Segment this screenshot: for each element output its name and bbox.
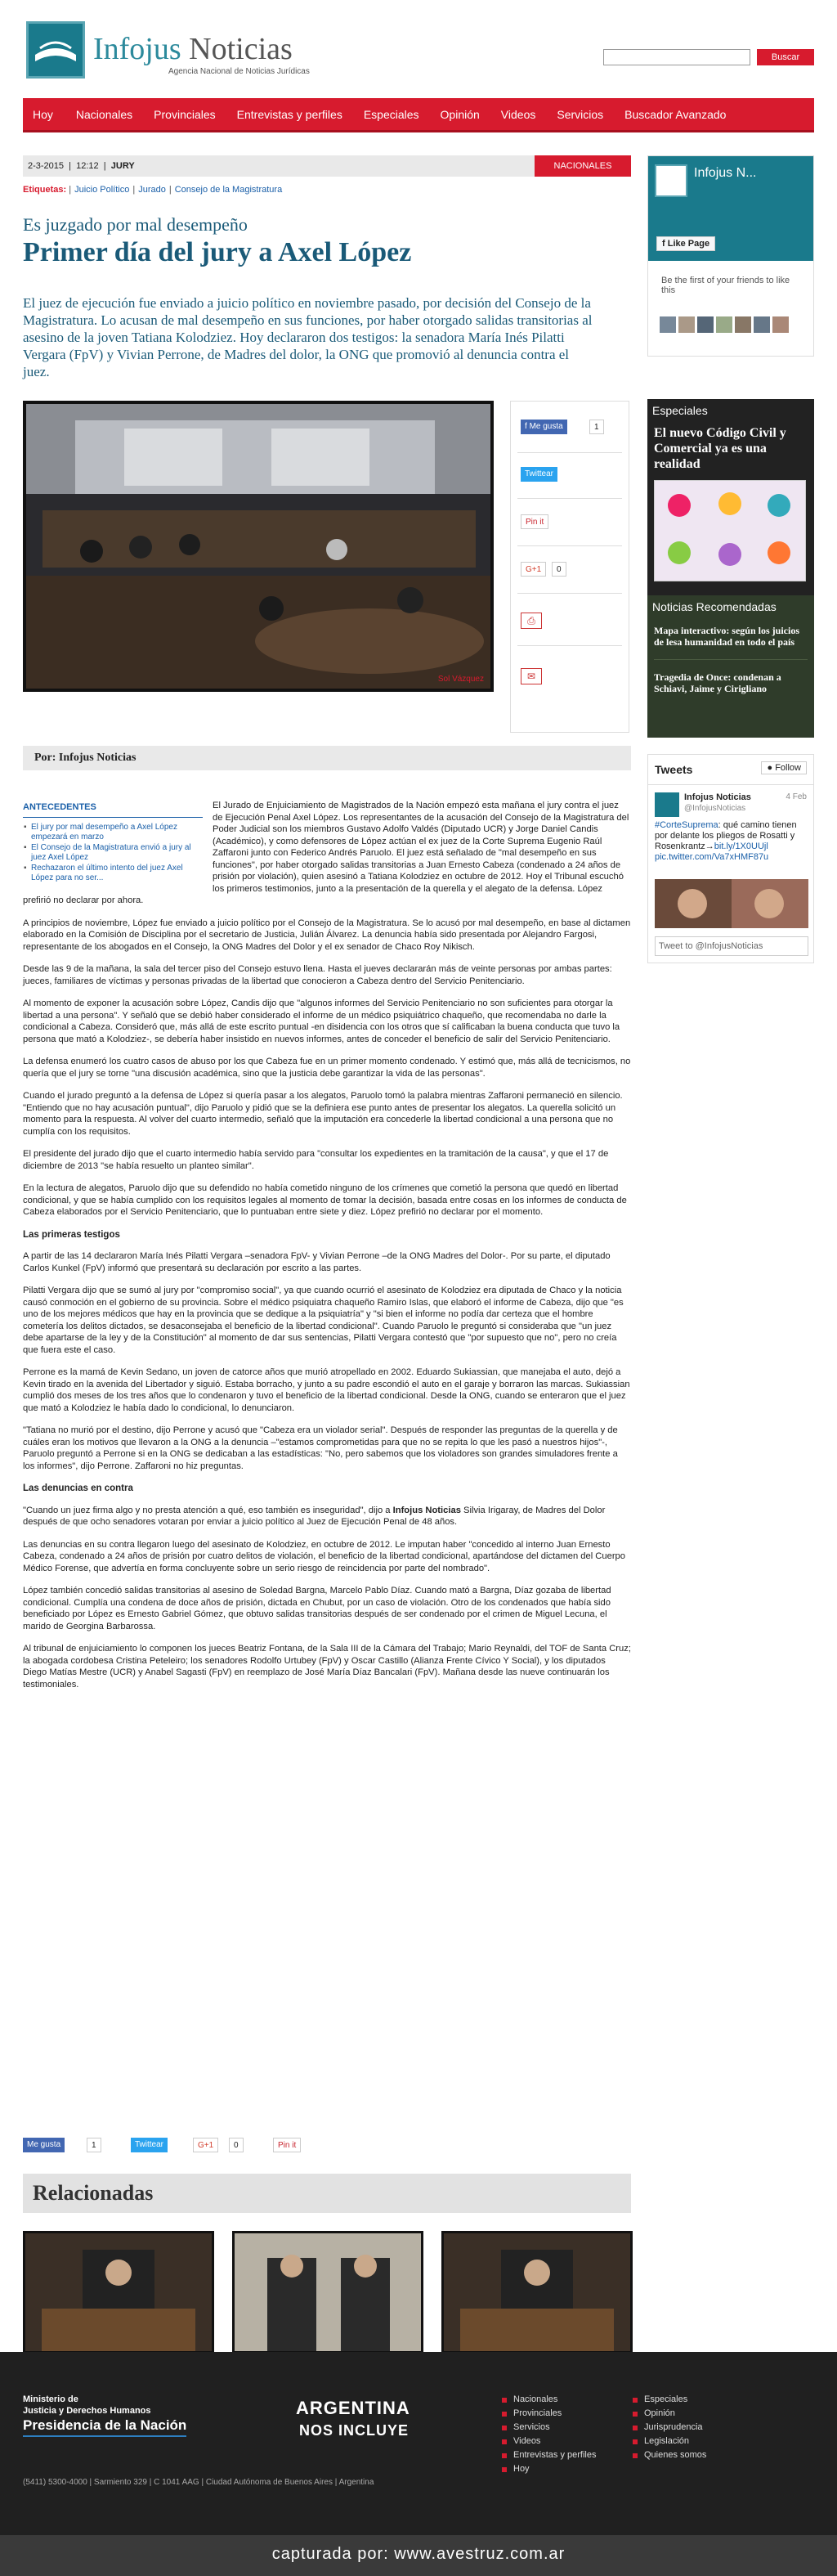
footer-address: (5411) 5300-4000 | Sarmiento 329 | C 1041 AAG | Ciudad Autónoma de Buenos Aires | Argentina (23, 2478, 374, 2487)
brand-b: Noticias (189, 32, 293, 66)
tweet-button-bottom[interactable]: Twittear (131, 2138, 168, 2152)
twitter-follow-button[interactable] (761, 761, 807, 774)
fb-like-button-bottom[interactable]: Me gusta (23, 2138, 65, 2152)
facebook-icon: f (662, 239, 665, 249)
antecedentes-list (23, 823, 203, 883)
nav-opinion[interactable]: Opinión (440, 107, 480, 121)
paragraph: "Cuando un juez firma algo y no presta atención a qué, eso también es inseguridad", dijo a Infojus Noticias Silvia Irigaray, de Madres del Dolor después de que ocho senadores votaran por enviar a juicio político al Juez de Ejecución Penal de 48 años. (23, 1505, 606, 1527)
photo-credit: Sol Vázquez (437, 675, 484, 684)
footer-links-col2 (631, 2393, 706, 2462)
paragraph: Desde las 9 de la mañana, la sala del tercer piso del Consejo estuvo llena. Hasta el jueves declararán más de veinte personas por ambas partes: jueces, familiares de víctimas y personas privadas de la libertad que conocieron a Cabeza dentro del Servicio Penitenciario. (23, 964, 612, 986)
tweet-hashtag[interactable]: #CorteSuprema (655, 820, 718, 830)
paragraph: Pilatti Vergara dijo que se sumó al jury por "compromiso social", ya que cuando ocurrió el asesinato de Kolodziez era diputada de Chaco y la noticia causó conmoción en el gobierno de su provincia. Sobre el médico psiquiatra chaqueño Ramiro Islas, que elaboró el informe de Cabeza, dijo que "es uno de los mejores médicos que hay en la provincia que se dedique a la psiquiatría" y "si bien el informe no podía dar certeza que el hombre cometería los delitos dictados, se desaconsejaba el beneficio de la libertad condicional". Cuando Paruolo le preguntó si consideraba que "un juez debe apartarse de la ley y de la Constitución" al momento de dar sus sentencias, Pilatti Vergara contestó que "por supuesto que no", pero no creía que fuera este el caso. (23, 1286, 624, 1355)
page-avatar[interactable] (655, 164, 687, 197)
especiales-image[interactable] (654, 480, 806, 581)
article-body (23, 800, 631, 1701)
category-badge[interactable]: NACIONALES (535, 155, 631, 177)
fb-like-page-button[interactable] (656, 236, 715, 251)
especiales-box (647, 399, 814, 599)
nav-especiales[interactable]: Especiales (363, 107, 419, 121)
avatar[interactable] (655, 792, 679, 817)
gplus-count: 0 (552, 562, 566, 577)
brand-a: Infojus (93, 32, 181, 66)
twitter-widget (647, 754, 814, 963)
fb-like-page-label: Like Page (667, 239, 710, 249)
bottom-share-bar (23, 2138, 631, 2154)
subheading: Las denuncias en contra (23, 1483, 133, 1493)
footer-link[interactable]: Nacionales (500, 2393, 596, 2407)
fb-like-count-bottom: 1 (87, 2138, 101, 2152)
paragraph: A principios de noviembre, López fue enviado a juicio político por el Consejo de la Magistratura. Se lo acusó por mal desempeño, en base al dictamen elaborado en la Comisión de Disciplina por el secretario de Justicia, Julián Álvarez. La denuncia había sido presentada por Alejandro Fargosi, representante de los abogados en el Consejo, la ONG Madres del Dolor y el ex senador de Chaco Roy Nikisch. (23, 918, 631, 952)
recommended-link[interactable]: Mapa interactivo: según los juicios de lesa humanidad en todo el país (654, 625, 808, 660)
fb-page-name[interactable]: Infojus N... (694, 166, 757, 180)
fb-friends-faces (660, 316, 789, 333)
gplus-count-bottom: 0 (229, 2138, 244, 2152)
tweet-button[interactable]: Twittear (521, 467, 557, 482)
paragraph: El presidente del jurado dijo que el cuarto intermedio había servido para "consultar los expedientes en la tramitación de la causa", y que el 17 de diciembre de 2013 "se había resuelto un planteo similar". (23, 1149, 609, 1171)
main-nav (23, 98, 814, 132)
footer-link[interactable]: Videos (500, 2435, 596, 2448)
paragraph: En la lectura de alegatos, Paruolo dijo que su defendido no había cometido ninguno de los crímenes que cometió la persona que quedó en libertad condicional, y que se había cumplido con los requisitos legales al momento de tomar la decisión, basada entre cosas en los informes de conducta de Cabeza elaborados por el Servicio Penitenciario, que lo puntuaban entre siete y diez. López prefirió no declarar por el momento. (23, 1183, 627, 1217)
nav-videos[interactable]: Videos (500, 107, 536, 121)
tag-consejo[interactable]: Consejo de la Magistratura (174, 185, 283, 195)
footer-link[interactable]: Jurisprudencia (631, 2421, 706, 2435)
paragraph: A partir de las 14 declararon María Inés Pilatti Vergara –senadora FpV- y Vivian Perrone –de la ONG Madres del Dolor-. Por su parte, el diputado Carlos Kunkel (FpV) informó que presentará su declaración por escrito a las partes. (23, 1251, 611, 1273)
ministry-line1: Ministerio de (23, 2394, 78, 2404)
tweet-handle[interactable]: @InfojusNoticias (684, 804, 746, 813)
mail-icon[interactable]: ✉ (521, 668, 542, 684)
gplus-button[interactable]: G+1 (521, 562, 546, 577)
slogan-line1: ARGENTINA (296, 2398, 410, 2418)
paragraph: Las denuncias en su contra llegaron luego del asesinato de Kolodziez, en octubre de 2012. Le imputan haber "concedido al interno Juan Ernesto Cabeza, condenado a 24 años de prisión por cuatro delitos de violación, el beneficio de la libertad condicional, apartándose del dictamen del Cuerpo Médico Forense, que advertía en forma concluyente sobre un serio riesgo de reincidencia por parte del nombrado". (23, 1539, 625, 1573)
print-icon[interactable]: ⎙ (521, 613, 542, 629)
article-meta: 2-3-2015 | 12:12 | JURY NACIONALES (23, 155, 631, 177)
fb-like-count: 1 (589, 420, 604, 434)
brand-logo[interactable] (93, 33, 293, 65)
fb-friends-text: Be the first of your friends to like this (661, 276, 790, 295)
article-title: Primer día del jury a Axel López (23, 237, 412, 267)
tag-jurado[interactable]: Jurado (138, 185, 166, 195)
twitter-follow-label: Follow (775, 763, 801, 773)
nav-servicios[interactable]: Servicios (557, 107, 604, 121)
article-date: 2-3-2015 (28, 161, 65, 171)
tweet-link[interactable]: bit.ly/1X0UUjl (714, 841, 768, 851)
antecedente-link[interactable]: ▪ Rechazaron el último intento del juez Axel López para no ser... (23, 864, 203, 883)
recommended-link[interactable]: Tragedia de Once: condenan a Schiavi, Jaime y Cirigliano (654, 671, 781, 694)
footer-link[interactable]: Legislación (631, 2435, 706, 2448)
byline: Por: Infojus Noticias (23, 746, 631, 770)
footer-link[interactable]: Entrevistas y perfiles (500, 2448, 596, 2462)
paragraph: "Tatiana no murió por el destino, dijo Perrone y acusó que "Cabeza era un violador serial". Después de responder las preguntas de la querella y de cuáles eran los motivos que llevaron a la ONG a la denuncia –"estamos comprometidas para que no se repita lo que les pasó a nuestros hijos"-, Paruolo preguntó a Perrone si en la ONG se dedicaban a las estadísticas: "No, pero sabemos que los violadores son grandes simuladores frente a los informes", dijo Perrone. Zaffaroni no hiz preguntas. (23, 1425, 618, 1471)
antecedente-link[interactable]: ▪ El Consejo de la Magistratura envió a jury al juez Axel López (23, 843, 203, 863)
avatar[interactable] (697, 316, 714, 333)
paragraph: Al momento de exponer la acusación sobre López, Candis dijo que "algunos informes del Servicio Penitenciario no son suficientes para otorgar la libertad a una persona". Y señaló que se debió haber considerado el informe de un médico psiquiátrico chaqueño, que recomendaba no darle la condicional a Cabeza. Consideró que, más allá de este escrito puntual -en disidencia con los otros que sí calificaban la buena conducta que tuvo la persona que mató a Kolodziez-, se debería haber insistido en nuevos informes, antes de conceder el beneficio de salir del Servicio Penitenciario. (23, 999, 620, 1044)
pin-button[interactable]: Pin it (521, 514, 548, 529)
paragraph: Al tribunal de enjuiciamiento lo componen los jueces Beatriz Fontana, de la Sala III de la Cámara del Trabajo; Mario Reynaldi, del TOF de Santa Cruz; la abogada cordobesa Cristina Peteleiro; los senadores Rodolfo Urtubey (FpV) y Oscar Castillo (Alianza Frente Cívico Y Social), y los diputados Diego Matías Mestre (UCR) y Anabel Sagasti (FpV) en reemplazo de José María Díaz Bancalari (FpV). Mañana desde las nueve continuarán los testimoniales. (23, 1644, 631, 1690)
tweets-title: Tweets (655, 763, 693, 776)
paragraph: El Jurado de Enjuiciamiento de Magistrados de la Nación empezó esta mañana el jury contra el juez de Ejecución Penal Axel López. Los representantes de la acusación del Consejo de la Magistratura del Poder Judicial son los miembros Gustavo Adolfo Valdés (Diputado UCR) y Jorge Daniel Candis (Académico), y como defensores de López actúan el ex juez de la Corte Suprema Eugenio Raúl Zaffaroni junto con Federico Andrés Paruolo. El juez está señalado de "mal desempeño en sus funciones", por haber otorgado salidas transitorias a Juan Ernesto Cabeza (condenado a 24 años de prisión por violación), quien asesinó a Tatiana Kolodziez en octubre de 2012. Hoy el Tribunal escuchó los primeros testimonios, junto a la presentación de la querella y el alegato de la defensa. López prefirió no declarar por ahora. (23, 801, 629, 905)
related-heading: Relacionadas (23, 2174, 631, 2213)
book-logo-icon[interactable] (26, 21, 85, 79)
share-box (510, 401, 629, 733)
subheading: Las primeras testigos (23, 1229, 120, 1240)
paragraph: Perrone es la mamá de Kevin Sedano, un joven de catorce años que murió atropellado en 2002. Eduardo Sukiassian, que manejaba el auto, dejó a Kevin tirado en la avenida del Libertador y siguió. Estaba borracho, y junto a su padre escondió el auto en el garaje y borraron las marcas. Sukiassian cumplió dos meses de los tres años que lo condenaron y tuvo el beneficio de la libertad condicional. Desde la ONG, cuando se enteraron que el juez que mató a Kolodziez le había dado lo condicional, lo denunciaron. (23, 1367, 630, 1413)
site-footer (0, 2352, 837, 2576)
fb-like-label: Me gusta (529, 422, 563, 431)
avatar[interactable] (660, 316, 676, 333)
facebook-icon: f (525, 422, 527, 431)
especiales-title: Especiales (647, 399, 814, 422)
antecedentes-title: ANTECEDENTES (23, 801, 203, 818)
fb-like-button[interactable] (521, 420, 567, 434)
tweet-pic-link[interactable]: pic.twitter.com/Va7xHMF87u (655, 852, 769, 862)
recomendadas-title: Noticias Recomendadas (647, 595, 814, 618)
footer-link[interactable]: Servicios (500, 2421, 596, 2435)
paragraph: Cuando el jurado preguntó a la defensa de López si quería pasar a los alegatos, Paruolo tomó la palabra mientras Zaffaroni permaneció en silencio. "Entiendo que no hay acusación puntual", dijo Paruolo y pidió que se la definiera ese punto antes de presentar los alegatos. La querella solicitó un momento para la respuesta. Al volver del cuarto intermedio, señaló que la imputación era concederle la libertad condicional a una persona que no cumplía con los requisitos. (23, 1091, 623, 1137)
article-lead: El juez de ejecución fue enviado a juicio político en noviembre pasado, por decisión del Consejo de la Magistratura. Lo acusan de mal desempeño en sus funciones, por haber otorgado salidas transitorias al asesino de la joven Tatiana Kolodziez. Hoy declararon dos testigos: la senadora María Inés Pilatti Vergara (FpV) y Vivian Perrone, de Madres del dolor, la ONG que promovió al denuncia contra el juez. (23, 295, 593, 379)
pin-button-bottom[interactable]: Pin it (273, 2138, 301, 2152)
nav-nacionales[interactable]: Nacionales (75, 107, 133, 121)
footer-link[interactable]: Quienes somos (631, 2448, 706, 2462)
avatar[interactable] (754, 316, 770, 333)
especiales-headline[interactable]: El nuevo Código Civil y Comercial ya es una realidad (654, 426, 786, 471)
related-thumbnail[interactable] (441, 2231, 633, 2354)
tweet-image[interactable] (655, 879, 808, 928)
search-input[interactable] (603, 49, 750, 65)
facebook-widget (647, 155, 814, 357)
nav-buscador[interactable]: Buscador Avanzado (624, 107, 727, 121)
related-thumbnail[interactable] (23, 2231, 214, 2354)
ministry-line2: Justicia y Derechos Humanos (23, 2406, 151, 2416)
tweet-to-input[interactable]: Tweet to @InfojusNoticias (655, 936, 808, 956)
article-time: 12:12 (76, 161, 99, 171)
nav-entrevistas[interactable]: Entrevistas y perfiles (236, 107, 342, 121)
gplus-button-bottom[interactable]: G+1 (193, 2138, 218, 2152)
avatar[interactable] (716, 316, 732, 333)
footer-link[interactable]: Especiales (631, 2393, 706, 2407)
tweet-text: #CorteSuprema: qué camino tienen por delante los pliegos de Rosatti y Rosenkrantz→bit.ly/1X0UUjl pic.twitter.com/Va7xHMF87u (655, 820, 797, 862)
tweet-date[interactable]: 4 Feb (786, 792, 807, 801)
paragraph: López también concedió salidas transitorias al asesino de Soledad Bargna, Marcelo Pablo Díaz. Cuando mató a Bargna, Díaz gozaba de libertad condicional. Cumplía una condena de doce años de prisión, dictada en Chubut, por un caso de violación. Otro de los condenados que había sido beneficiado por López es Ernesto Gabriel Gómez, que obtuvo salidas transitorias después de ser condenado por el crimen de Miguel Lecuna, el marido de Georgina Barbarossa. (23, 1586, 611, 1631)
paragraph: La defensa enumeró los cuatro casos de abuso por los que Cabeza fue en un primer momento condenado. Y estimó que, más allá de tecnicismos, no quería que el jury se torne "una discusión académica, sino que la justicia debe garantizar la vida de las personas". (23, 1057, 631, 1079)
footer-link[interactable]: Provinciales (500, 2407, 596, 2421)
related-thumbnail[interactable] (232, 2231, 423, 2354)
recomendadas-box (647, 595, 814, 738)
article-photo (23, 401, 494, 692)
tags-row: Etiquetas: | Juicio Político | Jurado | Consejo de la Magistratura (23, 185, 283, 195)
slogan-line2: NOS INCLUYE (299, 2422, 410, 2439)
avatar[interactable] (678, 316, 695, 333)
footer-link[interactable]: Opinión (631, 2407, 706, 2421)
avatar[interactable] (772, 316, 789, 333)
tag-juicio-politico[interactable]: Juicio Político (74, 185, 130, 195)
twitter-bird-icon: ● (767, 763, 773, 773)
antecedente-link[interactable]: ▪ El jury por mal desempeño a Axel López empezará en marzo (23, 823, 203, 842)
nav-provinciales[interactable]: Provinciales (154, 107, 216, 121)
article-section: JURY (110, 161, 135, 171)
capture-watermark: capturada por: www.avestruz.com.ar (271, 2545, 566, 2563)
avatar[interactable] (735, 316, 751, 333)
tweet-author[interactable]: Infojus Noticias (684, 792, 751, 802)
tags-label: Etiquetas: (23, 185, 67, 195)
site-header (23, 18, 814, 83)
article-kicker: Es juzgado por mal desempeño (23, 214, 248, 235)
nav-hoy[interactable]: Hoy (33, 107, 53, 121)
search-button[interactable]: Buscar (757, 49, 814, 65)
presidency-logo[interactable]: Presidencia de la Nación (23, 2417, 186, 2437)
footer-link[interactable]: Hoy (500, 2462, 596, 2476)
footer-links-col1 (500, 2393, 596, 2476)
brand-tagline: Agencia Nacional de Noticias Jurídicas (168, 67, 310, 76)
